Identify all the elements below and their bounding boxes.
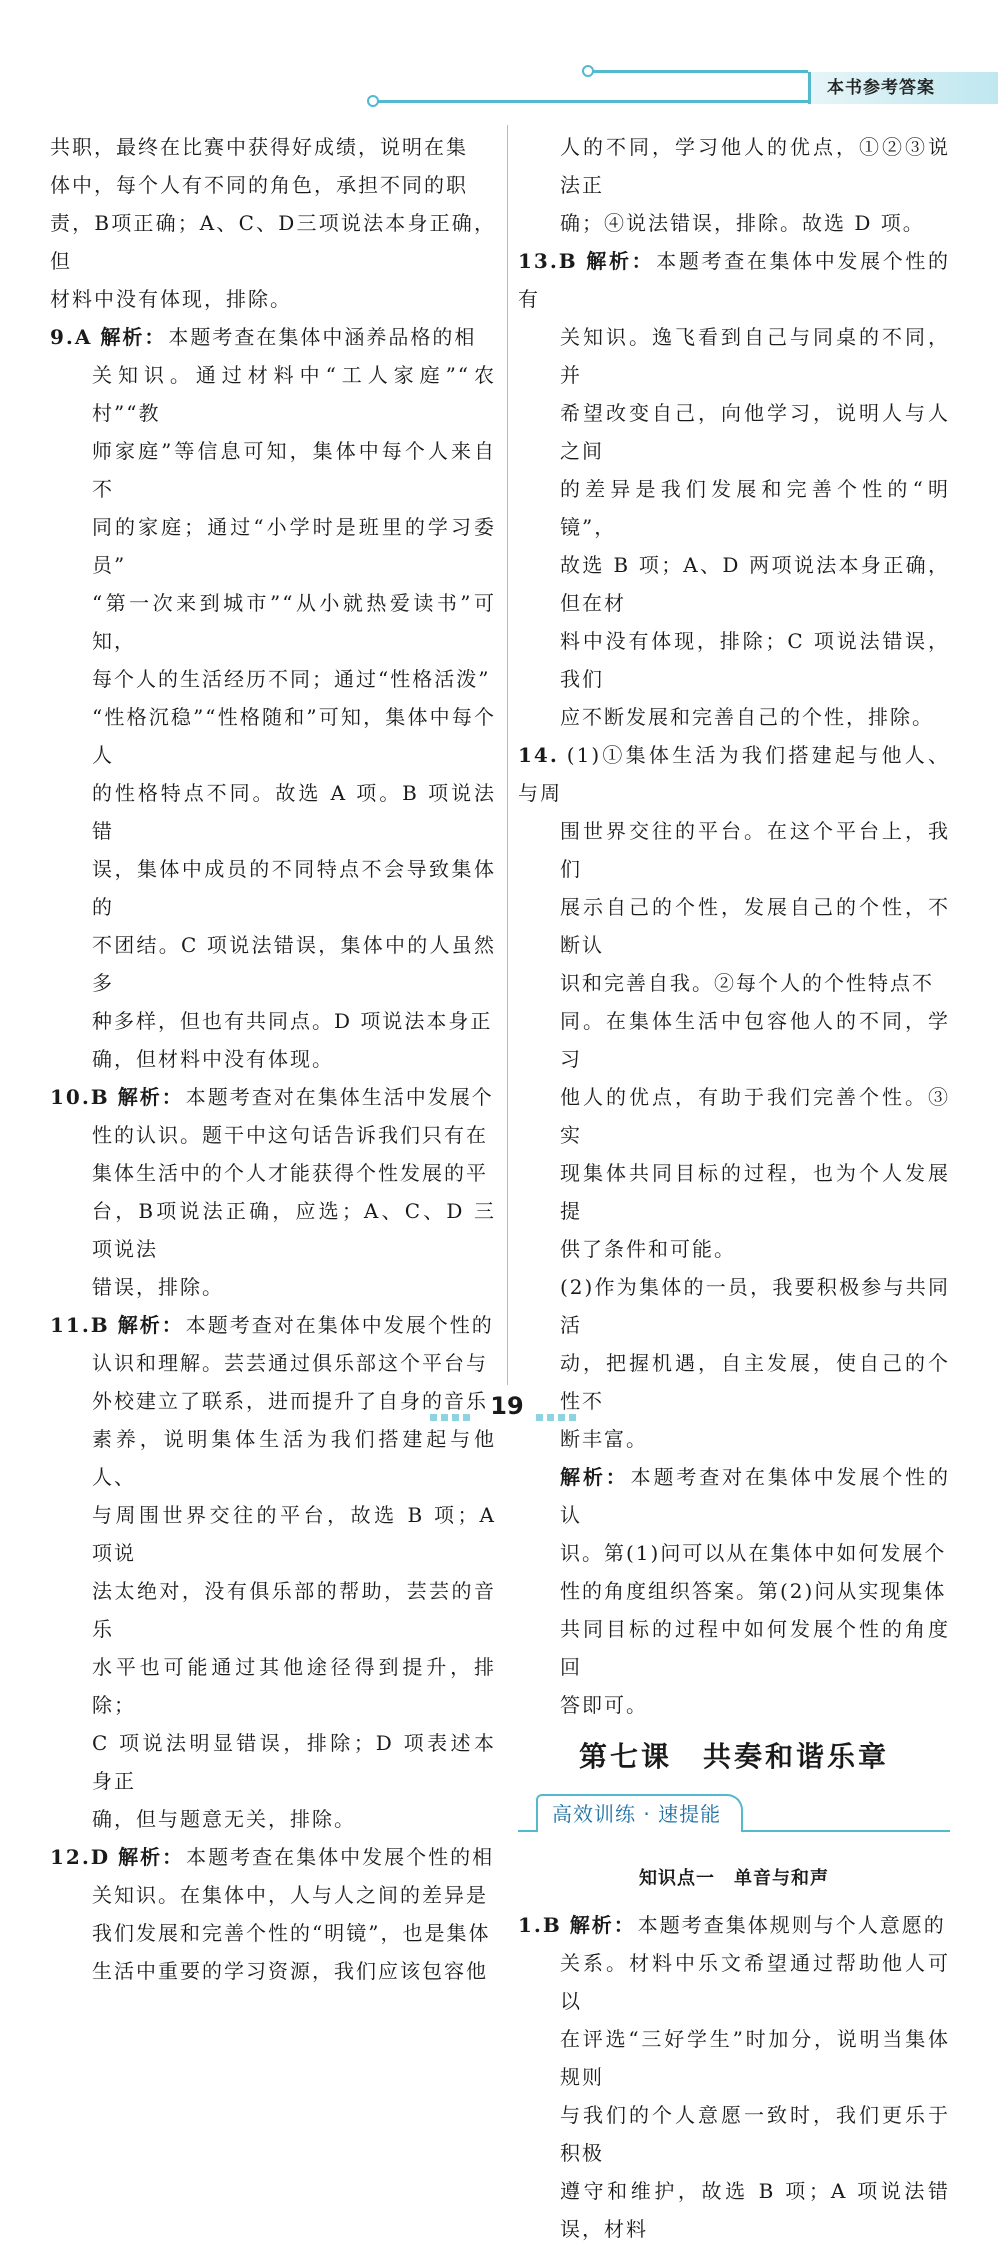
text-line: 的差异是我们发展和完善个性的“明镜”， [560,477,950,539]
text-line: 确，但与题意无关，排除。 [92,1807,356,1831]
text-line: 在评选“三好学生”时加分，说明当集体规则 [560,2027,950,2089]
text-line: 本题考查对在集体中发展个性的 [185,1313,494,1337]
text-line: 性的认识。题干中这句话告诉我们只有在 [92,1123,488,1147]
footer-decoration-left [430,1406,474,1414]
text-line: (1)①集体生活为我们搭建起与他人、与周 [518,743,950,805]
answer-item-10 [50,1078,496,1306]
text-line: 水平也可能通过其他途径得到提升，排除； [92,1655,496,1717]
answer-number: 13.B [518,249,578,273]
text-line: 台，B项说法正确，应选；A、C、D 三项说法 [92,1199,496,1261]
text-line: 识。第(1)问可以从在集体中如何发展个 [560,1541,947,1565]
text-line: 确；④说法错误，排除。故选 D 项。 [560,211,925,235]
text-line: 关知识。逸飞看到自己与同桌的不同，并 [560,325,950,387]
banner-label: 高效训练 · 速提能 [536,1794,743,1832]
lesson-title: 第七课 共奏和谐乐章 [578,1740,889,1773]
text-line: 希望改变自己，向他学习，说明人与人之间 [560,401,950,463]
page-number: 19 [490,1392,524,1420]
text-line: 体中，每个人有不同的角色，承担不同的职 [50,173,468,197]
text-line: 人的不同，学习他人的优点，①②③说法正 [560,135,950,197]
text-line: C 项说法明显错误，排除；D 项表述本身正 [92,1731,496,1793]
analysis-label: 解析： [100,325,167,349]
text-line: 与我们的个人意愿一致时，我们更乐于积极 [560,2103,950,2165]
answer-item-11 [50,1306,496,1838]
text-line: 的性格特点不同。故选 A 项。B 项说法错 [92,781,496,843]
left-column [50,128,496,1990]
analysis-label: 解析： [560,1465,629,1489]
text-line: 围世界交往的平台。在这个平台上，我们 [560,819,950,881]
column-divider [507,125,508,1385]
text-line: 他人的优点，有助于我们完善个性。③实 [560,1085,950,1147]
answer-number: 12.D [50,1845,111,1869]
text-line: 应不断发展和完善自己的个性，排除。 [560,705,934,729]
analysis-label: 解析： [118,1845,185,1869]
text-line: 本题考查在集体中发展个性的相 [186,1845,495,1869]
text-line: 识和完善自我。②每个人的个性特点不 [560,971,934,995]
running-header: 本书参考答案 [808,72,998,104]
answer-item-1 [518,1906,950,2248]
header-rule-bottom [375,100,808,103]
answer-item-14 [518,736,950,1724]
text-line: 料中没有体现，排除；C 项说法错误，我们 [560,629,950,691]
text-line: 误，集体中成员的不同特点不会导致集体的 [92,857,496,919]
answer-number: 1.B [518,1913,562,1937]
text-line: 展示自己的个性，发展自己的个性，不断认 [560,895,950,957]
text-line: (2)作为集体的一员，我要积极参与共同活 [560,1275,950,1337]
text-line: 不团结。C 项说法错误，集体中的人虽然多 [92,933,496,995]
answer-item-12 [50,1838,496,1990]
answer-number: 14. [518,743,559,767]
text-line: 本题考查对在集体中发展个性的认 [560,1465,950,1527]
header-rule-dot [582,65,594,77]
text-line: 素养，说明集体生活为我们搭建起与他人、 [92,1427,496,1489]
text-line: 与周围世界交往的平台，故选 B 项；A 项说 [92,1503,496,1565]
footer-decoration-right [536,1406,580,1414]
text-line: 遵守和维护，故选 B 项；A 项说法错误，材料 [560,2179,950,2241]
text-line: 本题考查集体规则与个人意愿的 [637,1913,946,1937]
text-line: 性的角度组织答案。第(2)问从实现集体 [560,1579,947,1603]
text-line: 同的家庭；通过“小学时是班里的学习委员” [92,515,496,577]
page-footer [0,1392,1000,1432]
analysis-label: 解析： [569,1913,636,1937]
right-column [518,128,950,2248]
knowledge-point-title: 知识点一 单音与和声 [639,1868,829,1889]
text-line: 错误，排除。 [92,1275,224,1299]
text-line: 师家庭”等信息可知，集体中每个人来自不 [92,439,496,501]
text-line: 同。在集体生活中包容他人的不同，学习 [560,1009,950,1071]
text-line: 本题考查在集体中发展个性的有 [518,249,951,311]
answer-number: 9.A [50,325,93,349]
analysis-label: 解析： [117,1313,184,1337]
answer-number: 11.B [50,1313,110,1337]
header-rule-top [590,70,808,73]
text-line: 外校建立了联系，进而提升了自身的音乐 [92,1389,488,1413]
text-line: 供了条件和可能。 [560,1237,736,1261]
analysis-label: 解析： [585,249,655,273]
text-line: 关知识。通过材料中“工人家庭”“农村”“教 [92,363,496,425]
text-line: 每个人的生活经历不同；通过“性格活泼” [92,667,491,691]
text-line: 种多样，但也有共同点。D 项说法本身正 [92,1009,493,1033]
text-line: 本题考查在集体中涵养品格的相 [168,325,477,349]
text-line: “第一次来到城市”“从小就热爱读书”可知， [92,591,496,653]
text-line: 关系。材料中乐文希望通过帮助他人可以 [560,1951,950,2013]
section-banner [518,1794,950,1838]
text-line: “性格沉稳”“性格随和”可知，集体中每个人 [92,705,496,767]
text-line: 现集体共同目标的过程，也为个人发展提 [560,1161,950,1223]
text-line: 本题考查对在集体生活中发展个 [185,1085,494,1109]
analysis-label: 解析： [117,1085,184,1109]
text-line: 共同目标的过程中如何发展个性的角度回 [560,1617,950,1679]
text-line: 动，把握机遇，自主发展，使自己的个性不 [560,1351,950,1413]
answer-item-13 [518,242,950,736]
text-line: 我们发展和完善个性的“明镜”，也是集体 [92,1921,491,1945]
answer-item-9 [50,318,496,1078]
text-line: 法太绝对，没有俱乐部的帮助，芸芸的音乐 [92,1579,496,1641]
text-line: 集体生活中的个人才能获得个性发展的平 [92,1161,488,1185]
text-line: 生活中重要的学习资源，我们应该包容他 [92,1959,488,1983]
text-line: 断丰富。 [560,1427,648,1451]
answer-number: 10.B [50,1085,110,1109]
text-line: 材料中没有体现，排除。 [50,287,292,311]
text-line: 责，B项正确；A、C、D三项说法本身正确，但 [50,211,496,273]
text-line: 确，但材料中没有体现。 [92,1047,334,1071]
text-line: 故选 B 项；A、D 两项说法本身正确，但在材 [560,553,950,615]
text-line: 认识和理解。芸芸通过俱乐部这个平台与 [92,1351,488,1375]
text-line: 共职，最终在比赛中获得好成绩，说明在集 [50,135,468,159]
text-line: 关知识。在集体中，人与人之间的差异是 [92,1883,488,1907]
text-line: 答即可。 [560,1693,648,1717]
header-rule-dot-2 [367,95,379,107]
